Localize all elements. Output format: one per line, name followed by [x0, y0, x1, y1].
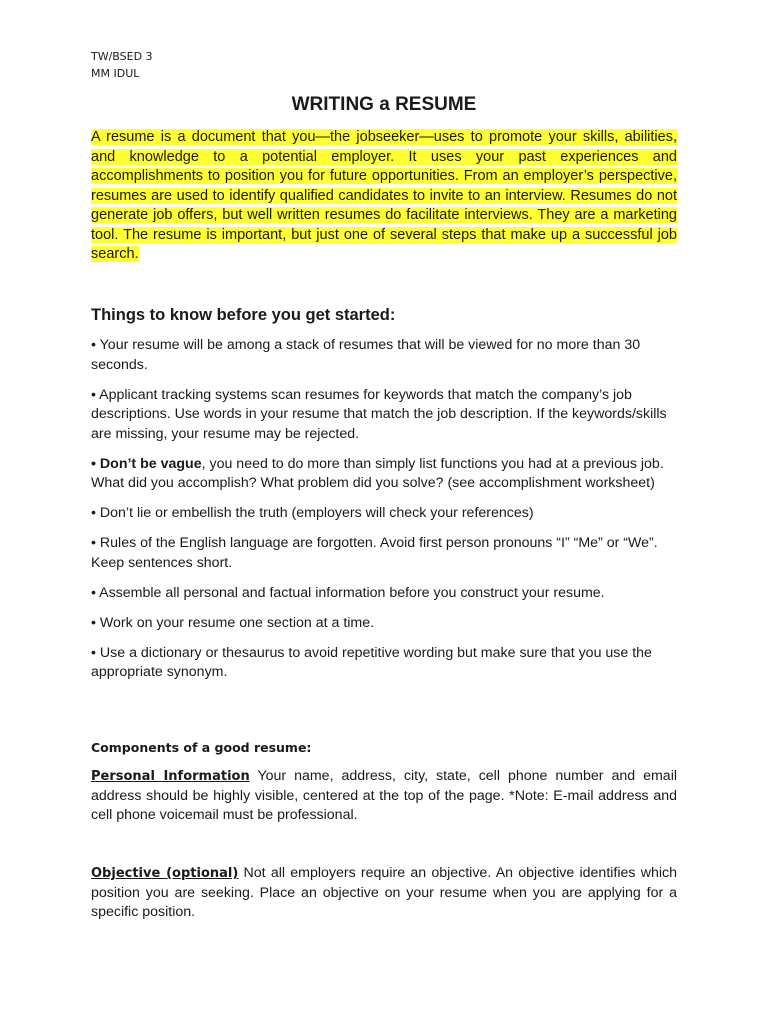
list-item	[91, 534, 677, 573]
intro-paragraph	[91, 128, 677, 265]
bullet-bold-text: • Don’t be vague	[91, 455, 202, 472]
objective-label: Objective (optional)	[91, 866, 239, 881]
personal-information-paragraph	[91, 767, 677, 826]
list-item	[91, 504, 677, 524]
personal-information-label: Personal Information	[91, 769, 250, 784]
header-meta	[91, 48, 153, 82]
list-item	[91, 584, 677, 604]
list-item	[91, 614, 677, 634]
header-line-2: MM IDUL	[91, 67, 140, 80]
list-item	[91, 336, 677, 375]
components-heading: Components of a good resume:	[91, 740, 312, 755]
bullet-text: , you need to do more than simply list functions you had at a previous job. What did you accomplish? What problem did you solve? (see accomplishment worksheet)	[91, 455, 664, 491]
things-to-know-heading: Things to know before you get started:	[91, 306, 396, 324]
list-item	[91, 644, 677, 683]
document-title: WRITING a RESUME	[291, 94, 477, 115]
bullet-text: • Don’t lie or embellish the truth (employers will check your references)	[91, 505, 534, 521]
bullet-text: • Use a dictionary or thesaurus to avoid repetitive wording but make sure that you use the appropriate synonym.	[91, 644, 652, 680]
bullet-text: • Your resume will be among a stack of resumes that will be viewed for no more than 30 seconds.	[91, 337, 641, 373]
list-item	[91, 386, 677, 445]
intro-highlighted-text: A resume is a document that you—the jobseeker—uses to promote your skills, abilities, and knowledge to a potential employer. It uses your past experiences and accomplishments to position you for future opportunities. From an employer’s perspective, resumes are used to identify qualified candidates to invite to an interview. Resumes do not generate job offers, but well written resumes do facilitate interviews. They are a marketing tool. The resume is important, but just one of several steps that make up a successful job search.	[91, 129, 677, 262]
bullet-text: • Assemble all personal and factual information before you construct your resume.	[91, 584, 605, 601]
objective-text: Not all employers require an objective. An objective identifies which position you are seeking. Place an objective on your resume when you are applying for a specific position.	[91, 865, 677, 920]
personal-information-text: Your name, address, city, state, cell phone number and email address should be highly visible, centered at the top of the page. *Note: E-mail address and cell phone voicemail must be professional.	[91, 768, 677, 823]
objective-paragraph	[91, 864, 677, 923]
list-item	[91, 455, 677, 494]
header-line-1: TW/BSED 3	[91, 50, 153, 63]
bullet-text: • Work on your resume one section at a time.	[91, 614, 375, 631]
things-to-know-list	[91, 336, 677, 693]
bullet-text: • Rules of the English language are forgotten. Avoid first person pronouns “I” “Me” or “We”. Keep sentences short.	[91, 535, 658, 571]
bullet-text: • Applicant tracking systems scan resumes for keywords that match the company’s job descriptions. Use words in your resume that match the job description. If the keywords/skills are missing, your resume may be rejected.	[91, 386, 667, 442]
